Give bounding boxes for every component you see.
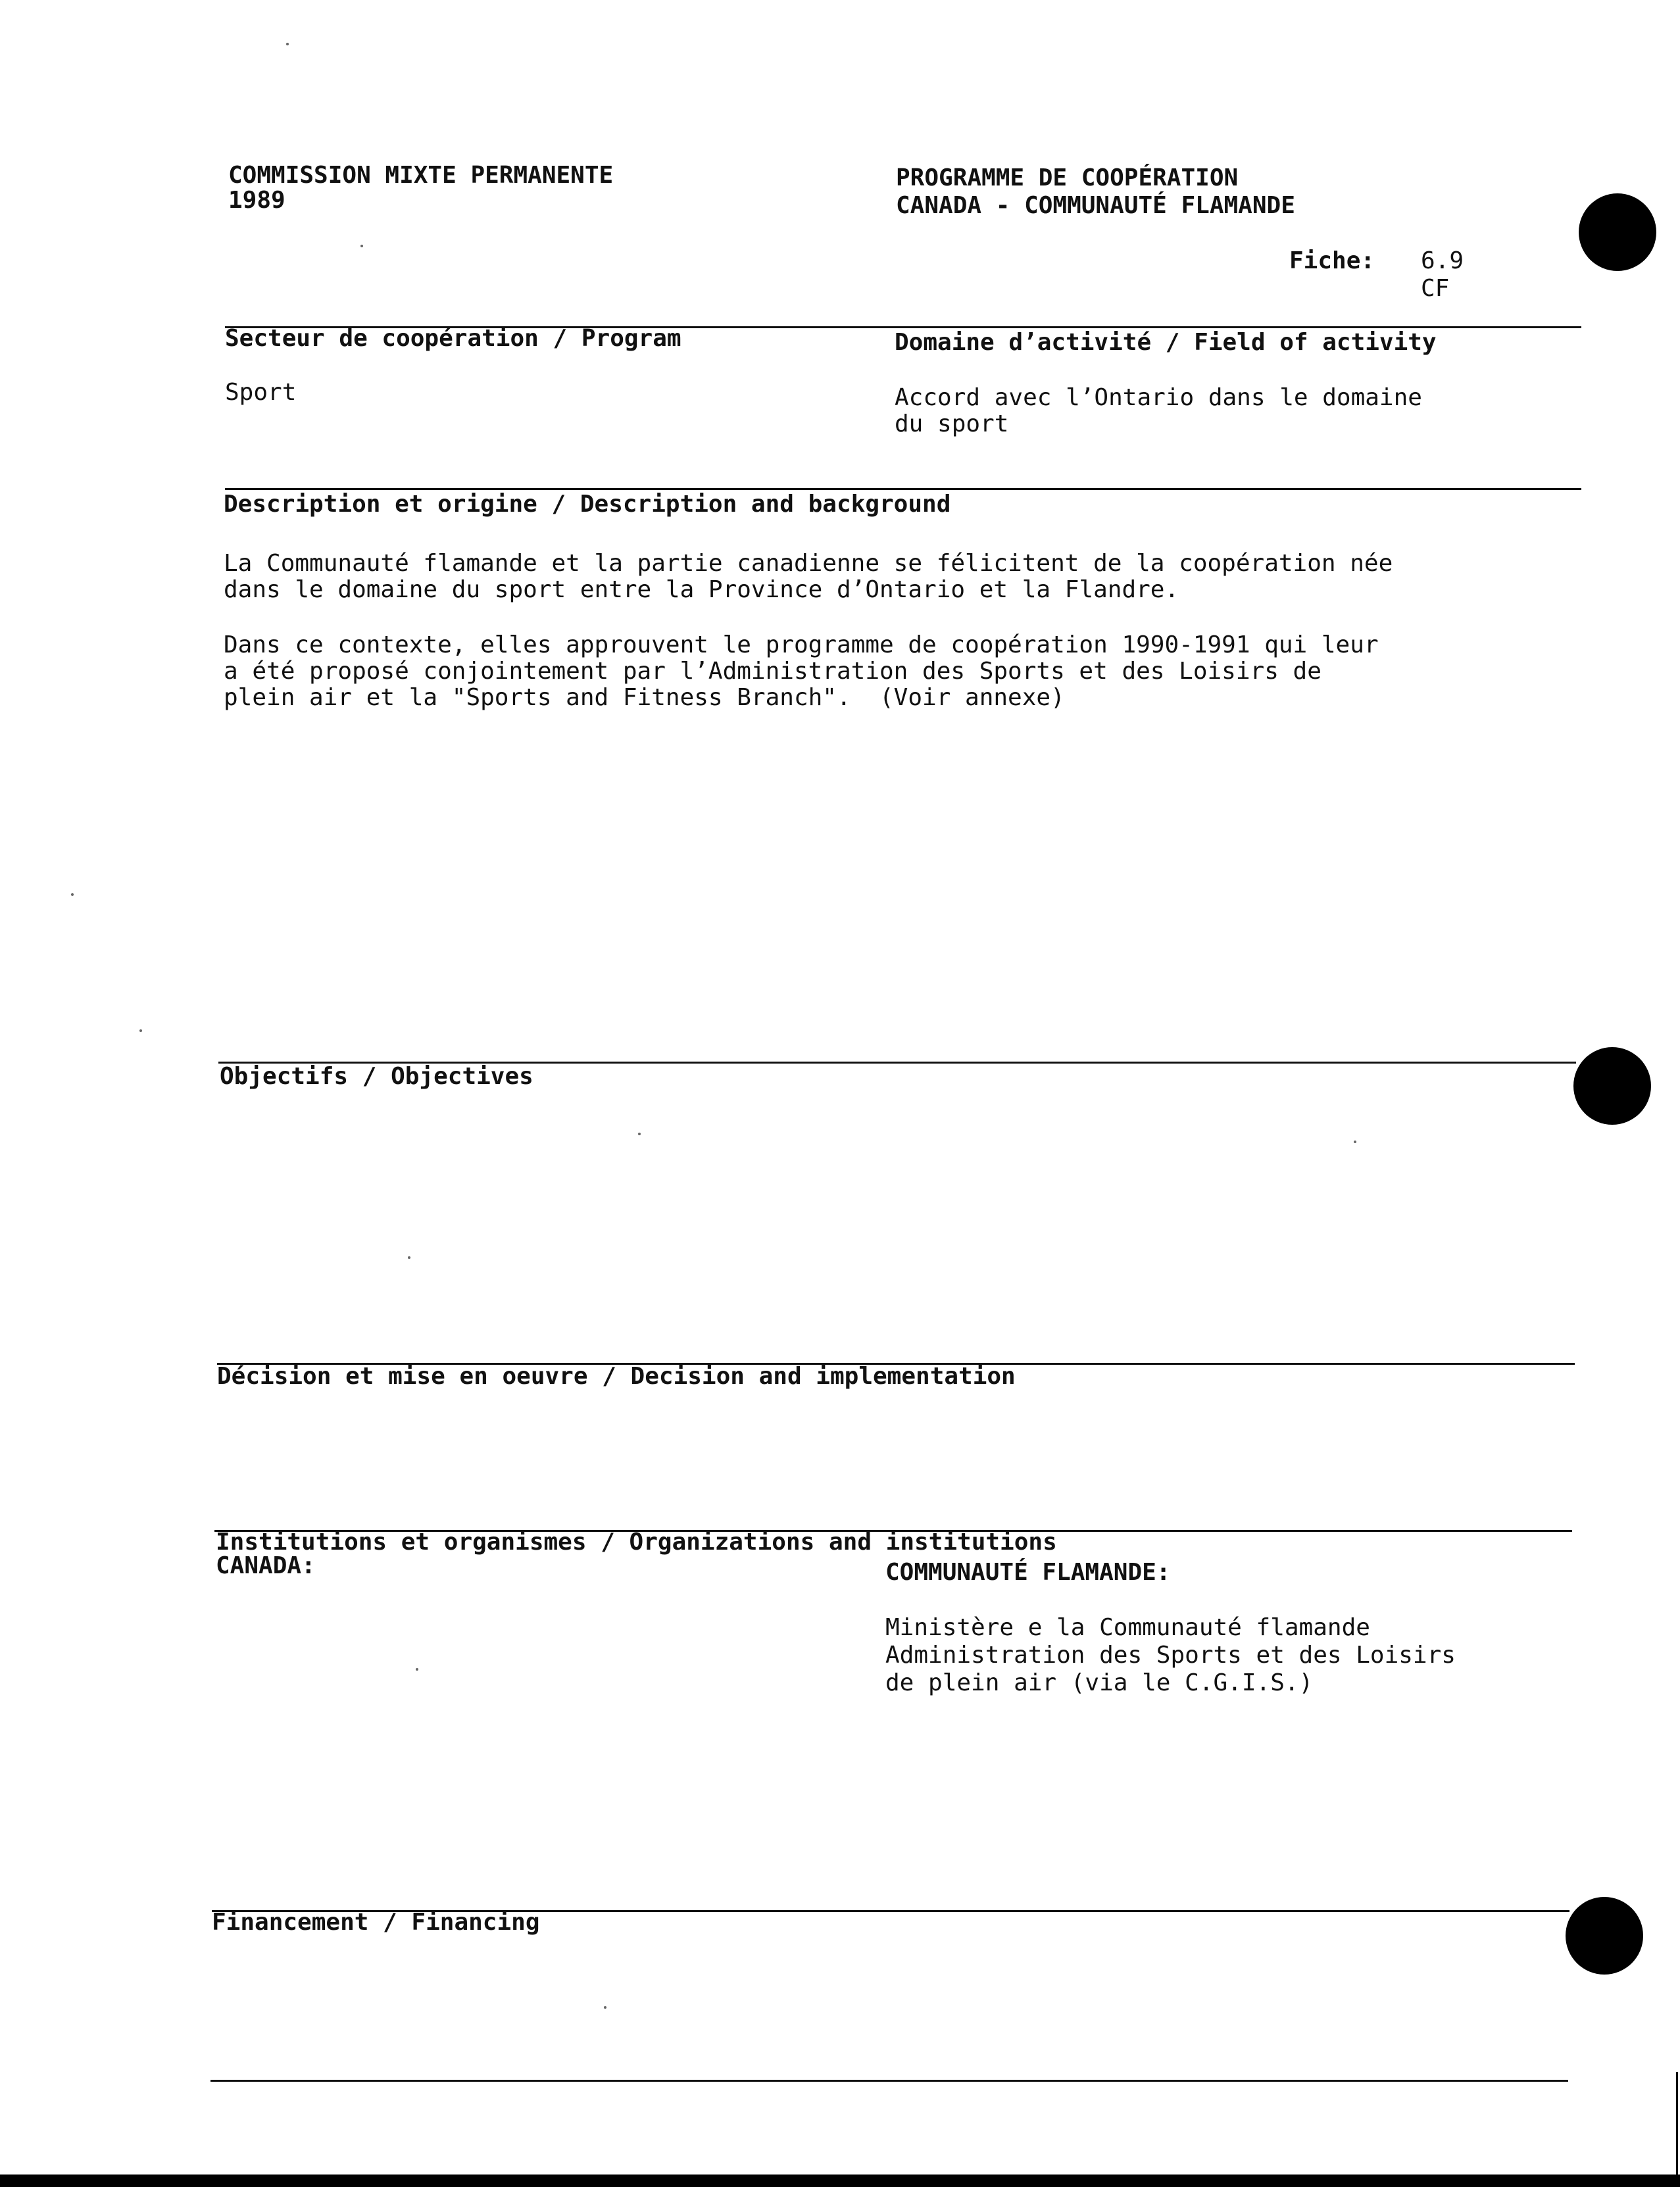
scan-speck (139, 1029, 142, 1032)
scan-edge-right (1676, 2072, 1678, 2175)
punch-hole-bottom (1566, 1897, 1643, 1975)
scan-speck (1354, 1141, 1356, 1143)
punch-hole-middle (1573, 1047, 1651, 1125)
scan-speck (604, 2006, 606, 2009)
commission-year: 1989 (228, 187, 285, 214)
description-p2-line3: plein air et la "Sports and Fitness Branch". (Voir annexe) (224, 684, 1065, 711)
flemish-line2: Administration des Sports et des Loisirs (885, 1642, 1456, 1669)
scan-speck (286, 43, 289, 45)
objectives-heading: Objectifs / Objectives (220, 1063, 533, 1090)
scan-speck (408, 1256, 410, 1259)
scan-speck (416, 1668, 418, 1671)
fiche-code: CF (1421, 275, 1450, 302)
sector-value: Sport (225, 379, 297, 406)
canada-label: CANADA: (216, 1552, 316, 1579)
description-p2-line2: a été proposé conjointement par l’Administration des Sports et des Loisirs de (224, 658, 1322, 685)
scan-speck (71, 893, 74, 896)
financing-heading: Financement / Financing (212, 1909, 540, 1936)
description-p1-line1: La Communauté flamande et la partie canadienne se félicitent de la coopération née (224, 550, 1393, 577)
fiche-number: 6.9 (1421, 247, 1464, 274)
divider-2 (225, 488, 1581, 490)
institutions-heading: Institutions et organismes / Organizations and institutions (216, 1529, 1057, 1556)
programme-subtitle: CANADA - COMMUNAUTÉ FLAMANDE (896, 192, 1295, 219)
fiche-label: Fiche: (1289, 247, 1375, 274)
flemish-line3: de plein air (via le C.G.I.S.) (885, 1669, 1314, 1696)
programme-title: PROGRAMME DE COOPÉRATION (896, 164, 1239, 191)
flemish-line1: Ministère e la Communauté flamande (885, 1614, 1370, 1641)
scan-edge-bottom (0, 2175, 1680, 2187)
field-value-line1: Accord avec l’Ontario dans le domaine (895, 384, 1422, 411)
scan-speck (638, 1133, 641, 1135)
flemish-label: COMMUNAUTÉ FLAMANDE: (885, 1559, 1171, 1586)
description-p1-line2: dans le domaine du sport entre la Province d’Ontario et la Flandre. (224, 576, 1179, 603)
description-p2-line1: Dans ce contexte, elles approuvent le programme de coopération 1990-1991 qui leur (224, 631, 1379, 658)
description-heading: Description et origine / Description and background (224, 491, 951, 518)
commission-title: COMMISSION MIXTE PERMANENTE (228, 162, 614, 189)
sector-heading: Secteur de coopération / Program (225, 325, 681, 352)
scan-speck (360, 245, 363, 247)
decision-heading: Décision et mise en oeuvre / Decision and implementation (217, 1363, 1016, 1390)
divider-7 (210, 2080, 1568, 2082)
punch-hole-top (1579, 193, 1656, 271)
field-heading: Domaine d’activité / Field of activity (895, 329, 1437, 356)
field-value-line2: du sport (895, 410, 1009, 437)
